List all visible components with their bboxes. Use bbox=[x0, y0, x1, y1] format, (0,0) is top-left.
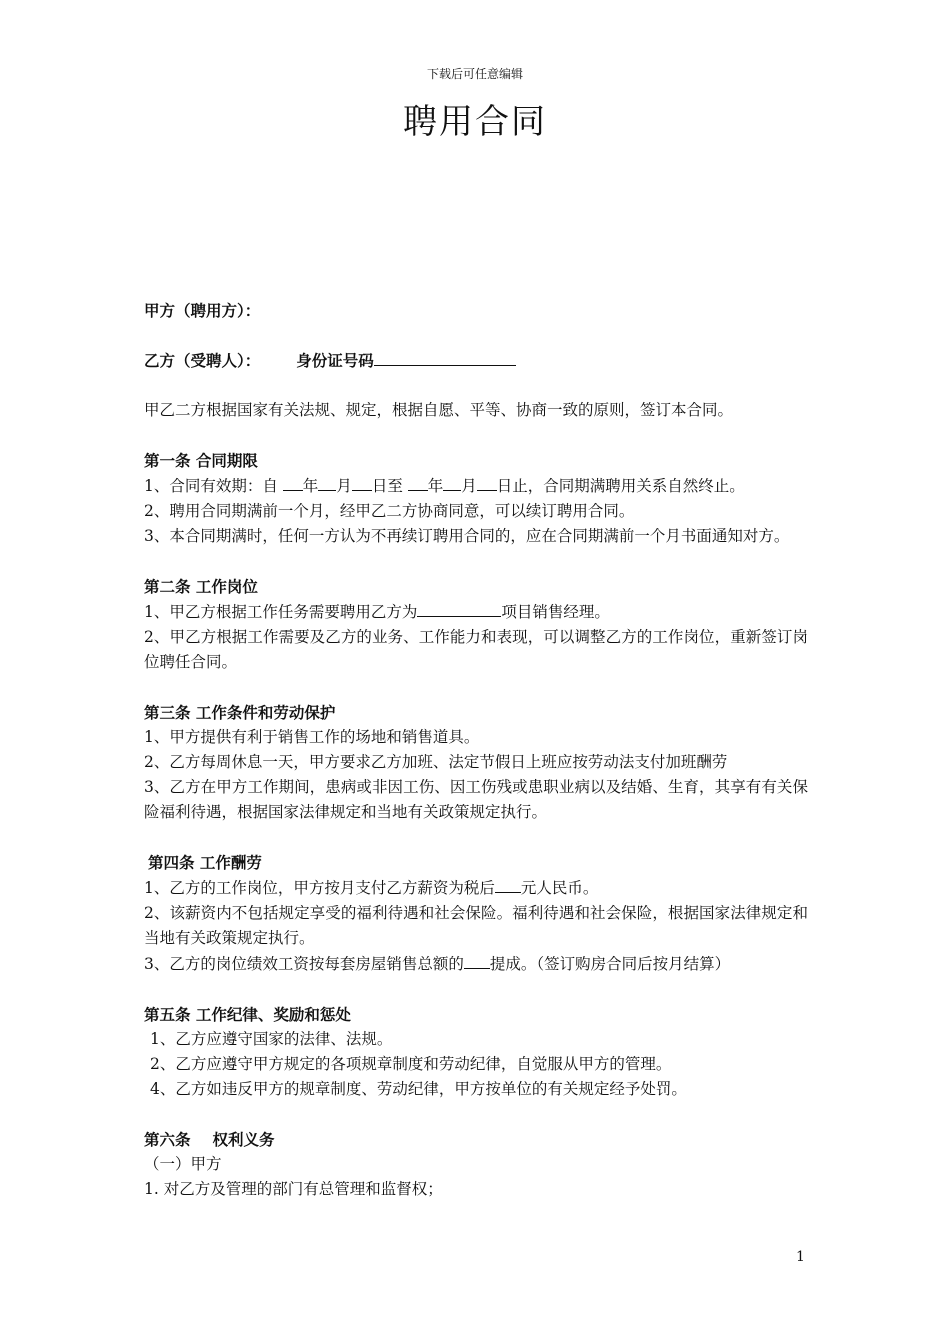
text-fragment: 1、合同有效期：自 bbox=[144, 477, 283, 495]
article-6-item-1: 1. 对乙方及管理的部门有总管理和监督权； bbox=[144, 1180, 443, 1198]
text-fragment: 元人民币。 bbox=[520, 879, 599, 897]
blank-field bbox=[352, 473, 372, 491]
article-2-heading: 第二条 工作岗位 bbox=[144, 577, 258, 596]
article-5-heading: 第五条 工作纪律、奖励和惩处 bbox=[144, 1005, 351, 1024]
text-fragment: 日至 bbox=[371, 477, 408, 495]
blank-field bbox=[318, 473, 336, 491]
text-fragment: 1、甲乙方根据工作任务需要聘用乙方为 bbox=[144, 603, 418, 621]
intro-paragraph: 甲乙二方根据国家有关法规、规定，根据自愿、平等、协商一致的原则，签订本合同。 bbox=[144, 401, 734, 419]
article-3-heading: 第三条 工作条件和劳动保护 bbox=[144, 703, 336, 722]
text-fragment: 年 bbox=[427, 477, 444, 495]
text-fragment: 提成。（签订购房合同后按月结算） bbox=[489, 955, 731, 973]
article-3-item-1: 1、甲方提供有利于销售工作的场地和销售道具。 bbox=[144, 728, 480, 746]
text-fragment: 日止，合同期满聘用关系自然终止。 bbox=[496, 477, 745, 495]
article-2-item-1 bbox=[144, 599, 808, 625]
text-fragment: 权利义务 bbox=[212, 1130, 275, 1149]
article-4-item-3 bbox=[144, 951, 808, 977]
article-2-item-2: 2、甲乙方根据工作需要及乙方的业务、工作能力和表现，可以调整乙方的工作岗位，重新签订岗位聘任合同。 bbox=[144, 628, 808, 671]
blank-field bbox=[408, 473, 428, 491]
article-5-item-4: 4、乙方如违反甲方的规章制度、劳动纪律，甲方按单位的有关规定经予处罚。 bbox=[150, 1080, 687, 1098]
party-b-label: 乙方（受聘人）： bbox=[144, 351, 261, 370]
text-fragment: 月 bbox=[461, 477, 477, 495]
text-fragment: 1、乙方的工作岗位，甲方按月支付乙方薪资为税后 bbox=[144, 879, 495, 897]
text-fragment: 项目销售经理。 bbox=[501, 603, 610, 621]
text-fragment: 月 bbox=[336, 477, 352, 495]
article-4-heading: 第四条 工作酬劳 bbox=[148, 853, 262, 872]
id-number-blank bbox=[374, 348, 516, 366]
article-1-item-1 bbox=[144, 473, 808, 499]
blank-field bbox=[417, 599, 501, 617]
text-fragment: 第六条 bbox=[144, 1130, 191, 1149]
header-note: 下载后可任意编辑 bbox=[426, 67, 523, 81]
blank-field bbox=[464, 951, 490, 969]
blank-field bbox=[495, 875, 521, 893]
text-fragment: 年 bbox=[302, 477, 319, 495]
document-title: 聘用合同 bbox=[403, 102, 547, 142]
page-number: 1 bbox=[796, 1249, 805, 1265]
id-number-label: 身份证号码 bbox=[296, 351, 374, 370]
article-4-item-2: 2、该薪资内不包括规定享受的福利待遇和社会保险。福利待遇和社会保险，根据国家法律规定和当地有关政策规定执行。 bbox=[144, 904, 808, 947]
blank-field bbox=[283, 473, 303, 491]
article-1-item-3: 3、本合同期满时，任何一方认为不再续订聘用合同的，应在合同期满前一个月书面通知对方。 bbox=[144, 527, 790, 545]
article-3-item-3: 3、乙方在甲方工作期间，患病或非因工伤、因工伤残或患职业病以及结婚、生育，其享有有关保险福利待遇，根据国家法律规定和当地有关政策规定执行。 bbox=[144, 778, 808, 821]
article-1-item-2: 2、聘用合同期满前一个月，经甲乙二方协商同意，可以续订聘用合同。 bbox=[144, 502, 635, 520]
contract-body bbox=[144, 298, 808, 1202]
article-3-item-2: 2、乙方每周休息一天，甲方要求乙方加班、法定节假日上班应按劳动法支付加班酬劳 bbox=[144, 753, 728, 771]
article-5-item-1: 1、乙方应遵守国家的法律、法规。 bbox=[150, 1030, 393, 1048]
article-6-subheading: （一）甲方 bbox=[144, 1155, 222, 1173]
blank-field bbox=[443, 473, 461, 491]
article-1-heading: 第一条 合同期限 bbox=[144, 451, 258, 470]
text-fragment: 3、乙方的岗位绩效工资按每套房屋销售总额的 bbox=[144, 955, 464, 973]
article-4-item-1 bbox=[144, 875, 808, 901]
article-5-item-2: 2、乙方应遵守甲方规定的各项规章制度和劳动纪律，自觉服从甲方的管理。 bbox=[150, 1055, 672, 1073]
party-b-line bbox=[144, 348, 808, 373]
blank-field bbox=[477, 473, 497, 491]
party-a-line: 甲方（聘用方）： bbox=[144, 301, 261, 320]
article-6-heading bbox=[144, 1127, 808, 1152]
